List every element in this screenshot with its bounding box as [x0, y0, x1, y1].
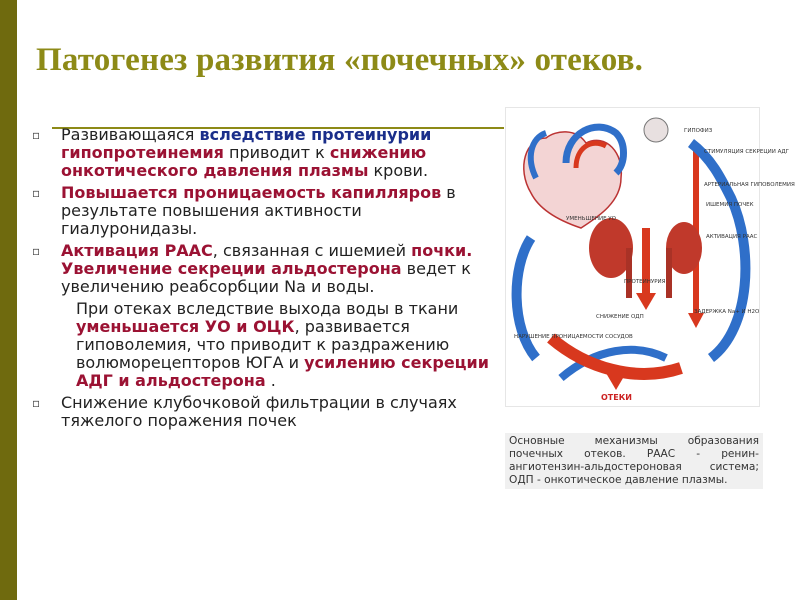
ureter-right — [666, 248, 672, 298]
b4-text-1: При отеках вследствие выхода воды в ткани — [76, 299, 459, 318]
diagram-svg — [506, 108, 795, 406]
label-arterial: АРТЕРИАЛЬНАЯ ГИПОВОЛЕМИЯ — [704, 182, 795, 188]
arrow-red-head-1 — [688, 313, 704, 328]
b3-aldosterone: почки. Увеличение секреции альдостерона — [61, 241, 473, 278]
label-stimul: СТИМУЛЯЦИЯ СЕКРЕЦИИ АДГ — [704, 149, 789, 155]
label-proteinuria: ПРОТЕИНУРИЯ — [624, 279, 666, 285]
arrow-red-head-2 — [636, 293, 656, 310]
hypophysis-shape — [644, 118, 668, 142]
b3-raas: Активация РААС — [61, 241, 213, 260]
left-accent-bar — [0, 0, 17, 600]
pathogenesis-diagram — [505, 107, 795, 407]
slide-title: Патогенез развития «почечных» отеков. — [36, 42, 644, 78]
b1-proteinuria: вследствие протеинурии — [199, 125, 432, 144]
b4-adh: усилению секреции АДГ и альдостерона — [76, 353, 489, 390]
label-snizh: СНИЖЕНИЕ ОДП — [596, 314, 644, 320]
figure-caption: Основные механизмы образования почечных отеков. РААС - ренин-ангиотензин-альдостероновая система; ОДП - онкотическое давление плазмы. — [505, 433, 763, 489]
b1-text-2: приводит к — [223, 143, 330, 162]
label-gipofiz: ГИПОФИЗ — [684, 128, 713, 134]
b2-text: в результате повышения активности гиалуронидазы. — [61, 183, 456, 238]
label-zaderzhka: ЗАДЕРЖКА Na+ И H2O — [694, 309, 760, 315]
b4-text-3: . — [265, 371, 276, 390]
bullet-marker-icon: ▫ — [32, 186, 41, 200]
bullet-3 — [30, 242, 495, 296]
ureter-left — [626, 248, 632, 298]
bullet-3-continuation — [30, 300, 495, 390]
bullet-1 — [30, 126, 495, 180]
bullet-2 — [30, 184, 495, 238]
bullet-marker-icon: ▫ — [32, 396, 41, 410]
b3-text-1: , связанная с ишемией — [212, 241, 412, 260]
label-ishemia: ИШЕМИЯ ПОЧЕК — [706, 202, 754, 208]
b4-uo-ock: уменьшается УО и ОЦК — [76, 317, 295, 336]
label-narush: НАРУШЕНИЕ ПРОНИЦАЕМОСТИ СОСУДОВ — [514, 334, 633, 340]
bullet-list — [30, 126, 495, 434]
b5-text: Снижение клубочковой фильтрации в случаях тяжелого поражения почек — [61, 393, 457, 430]
bullet-marker-icon: ▫ — [32, 244, 41, 258]
label-aktiv: АКТИВАЦИЯ РААС — [706, 234, 758, 240]
bullet-5 — [30, 394, 495, 430]
b3-text-2: ведет к увеличению реабсорбции Na и воды. — [61, 259, 471, 296]
b1-text-3: крови. — [368, 161, 429, 180]
b1-text-1: Развивающаяся — [61, 125, 200, 144]
b4-text-2: , развивается гиповолемия, что приводит к раздражению волюморецепторов ЮГА и — [76, 317, 450, 372]
arrow-red-head-bottom — [606, 373, 626, 390]
b2-permeability: Повышается проницаемость капилляров — [61, 183, 442, 202]
bullet-marker-icon: ▫ — [32, 128, 41, 142]
label-umensh: УМЕНЬШЕНИЕ УО — [566, 216, 616, 222]
b1-oncotic-pressure: снижению онкотического давления плазмы — [61, 143, 427, 180]
label-oteki: ОТЕКИ — [601, 393, 632, 402]
b1-hypoproteinemia: гипопротеинемия — [61, 143, 224, 162]
arrow-blue-left-loop — [517, 238, 536, 358]
